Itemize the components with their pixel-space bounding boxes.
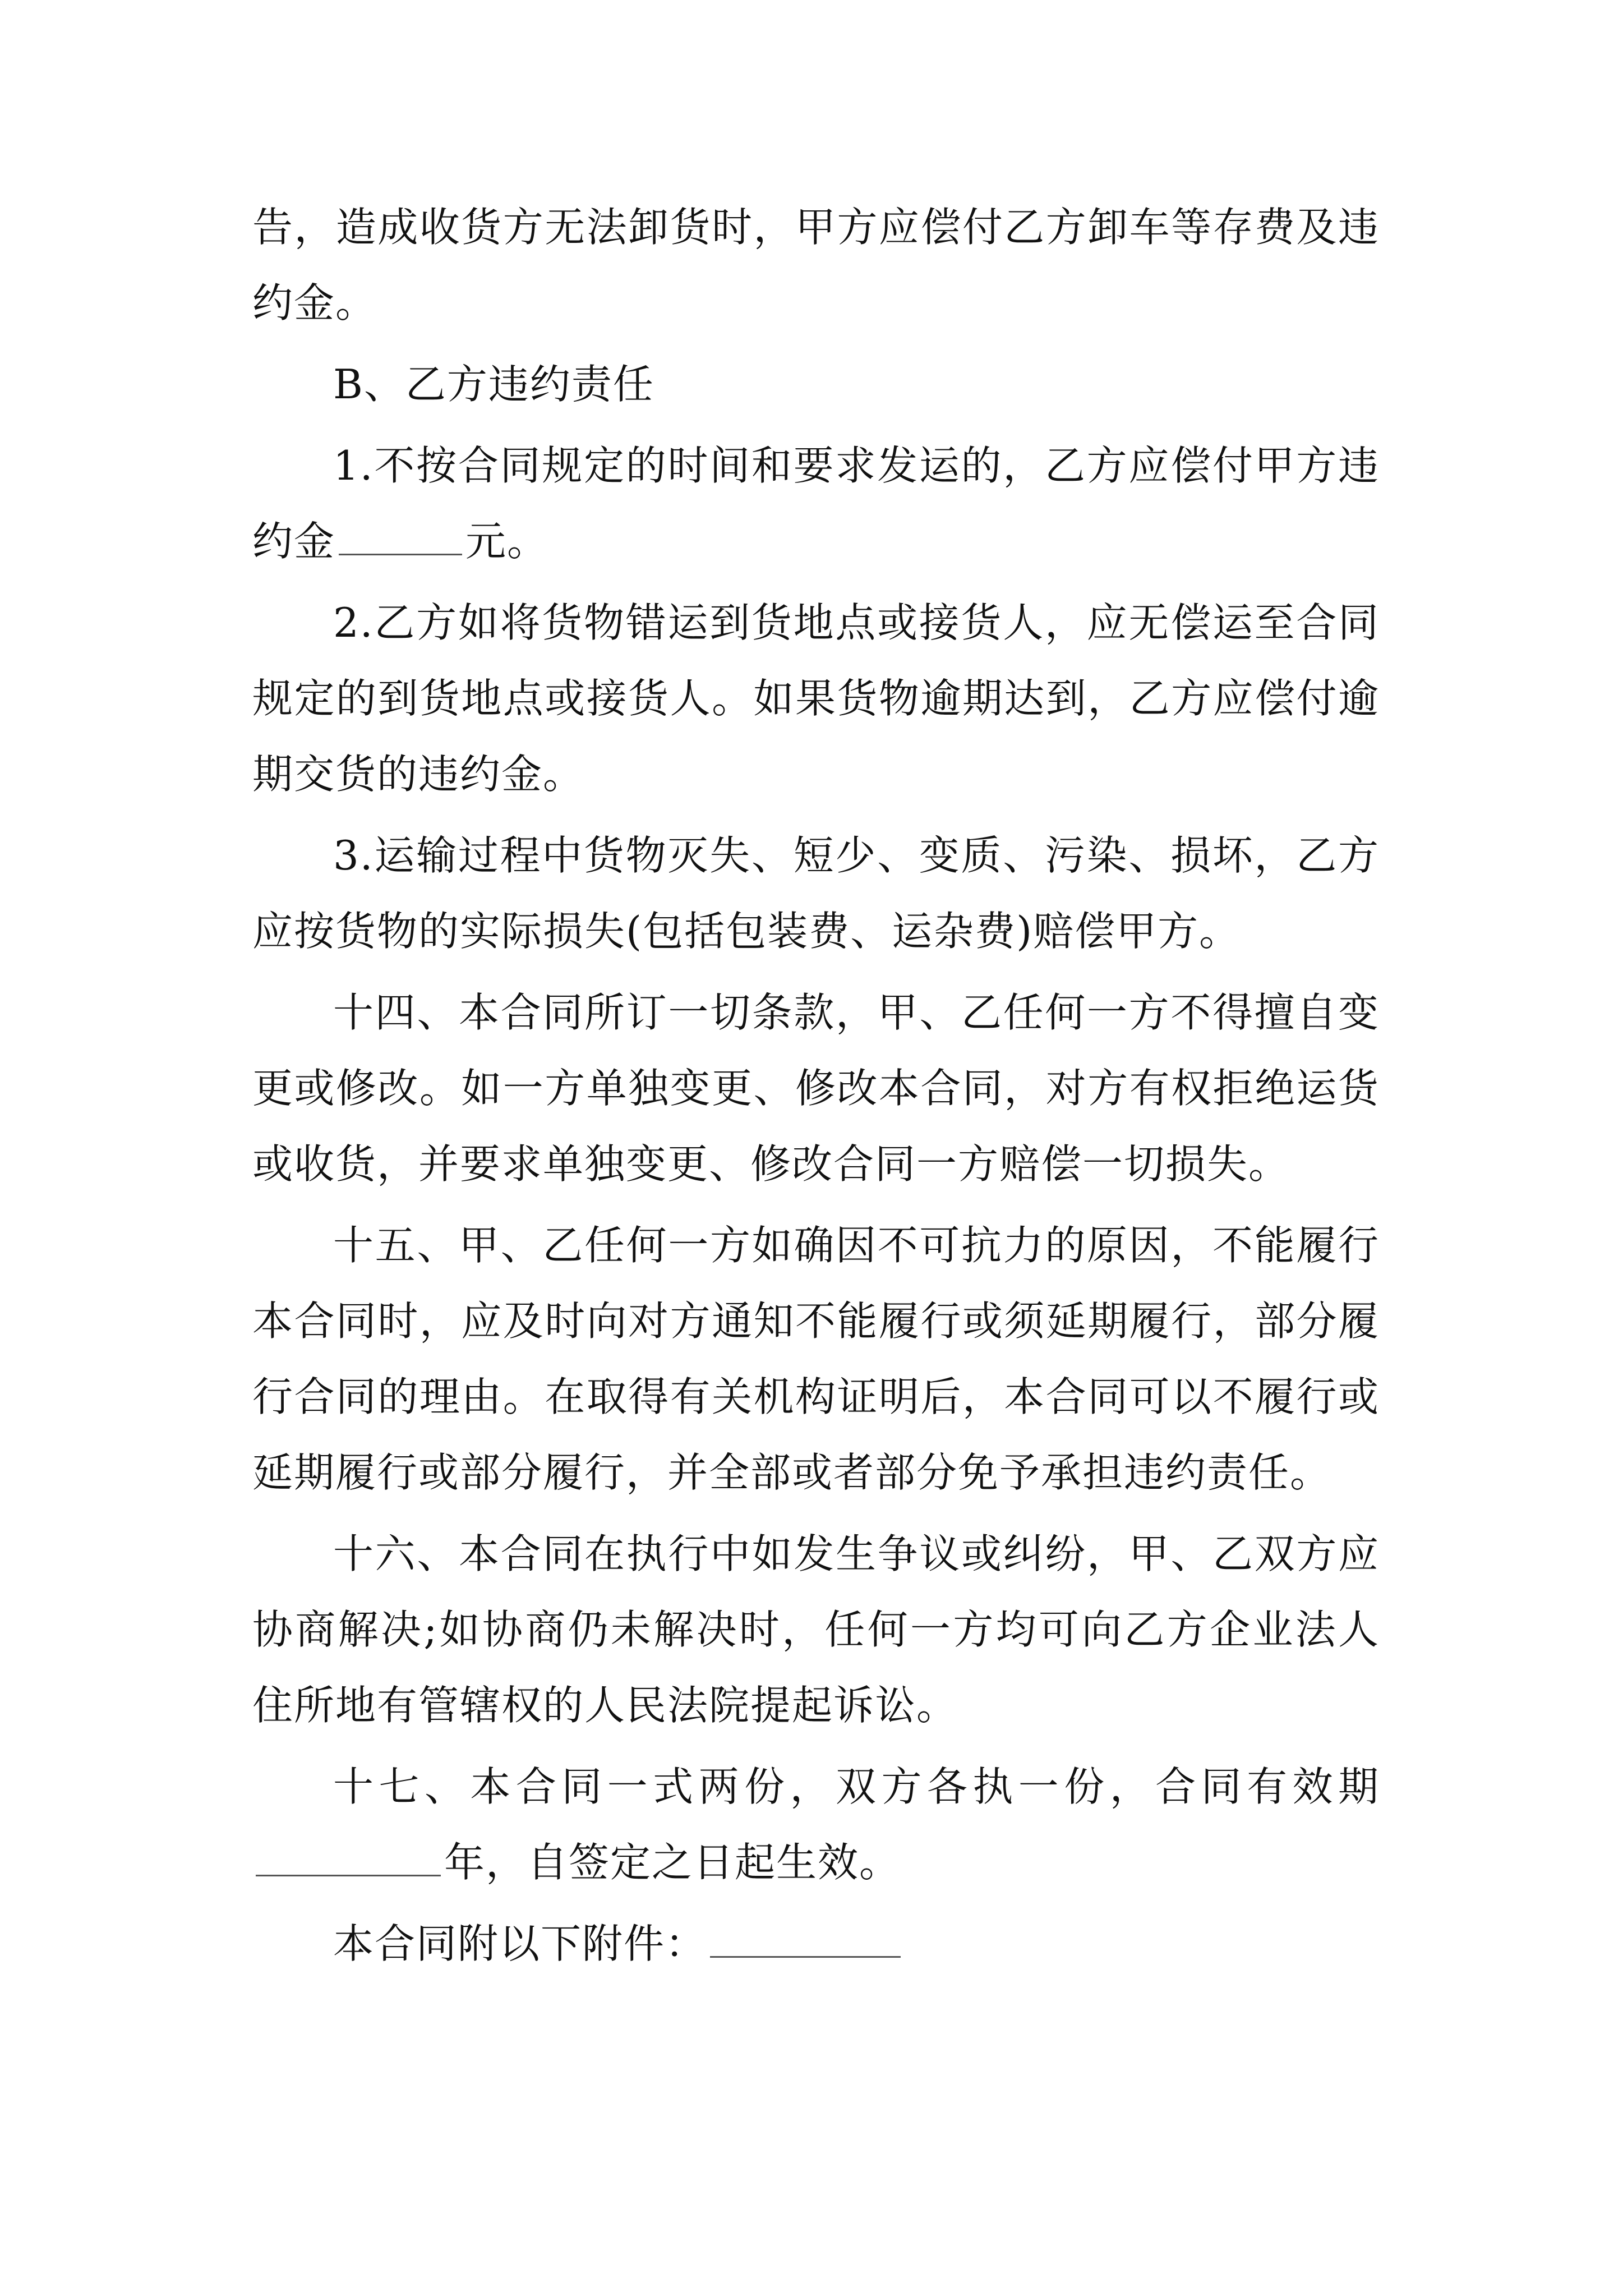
paragraph-attachments xyxy=(252,1906,1380,1982)
paragraph-party-b-1-unit: 元。 xyxy=(465,518,549,565)
paragraph-clause-17-end: 年，自签定之日起生效。 xyxy=(444,1839,901,1886)
paragraph-clause-17 xyxy=(252,1749,1380,1901)
paragraph-continuation: 告，造成收货方无法卸货时，甲方应偿付乙方卸车等存费及违约金。 xyxy=(252,204,1380,326)
paragraph-clause-15: 十五、甲、乙任何一方如确因不可抗力的原因，不能履行本合同时，应及时向对方通知不能履行或须延期履行，部分履行合同的理由。在取得有关机构证明后，本合同可以不履行或延期履行或部分履行，并全部或者部分免予承担违约责任。 xyxy=(252,1222,1380,1496)
paragraph-party-b-3: 3.运输过程中货物灭失、短少、变质、污染、损坏，乙方应按货物的实际损失(包括包装费、运杂费)赔偿甲方。 xyxy=(252,832,1380,955)
paragraph-party-b-2: 2.乙方如将货物错运到货地点或接货人，应无偿运至合同规定的到货地点或接货人。如果货物逾期达到，乙方应偿付逾期交货的违约金。 xyxy=(252,599,1380,798)
paragraph-clause-16: 十六、本合同在执行中如发生争议或纠纷，甲、乙双方应协商解决;如协商仍未解决时，任何一方均可向乙方企业法人住所地有管辖权的人民法院提起诉讼。 xyxy=(252,1530,1380,1729)
paragraph-party-b-title: B、乙方违约责任 xyxy=(333,361,654,408)
paragraph-clause-17-text: 十七、本合同一式两份，双方各执一份，合同有效期 xyxy=(333,1763,1380,1810)
penalty-amount-blank xyxy=(339,509,462,555)
attachments-blank xyxy=(710,1911,901,1958)
paragraph-party-b-1-text: 1.不按合同规定的时间和要求发运的，乙方应偿付甲方违约金 xyxy=(252,442,1380,565)
paragraph-clause-14: 十四、本合同所订一切条款，甲、乙任何一方不得擅自变更或修改。如一方单独变更、修改本合同，对方有权拒绝运货或收货，并要求单独变更、修改合同一方赔偿一切损失。 xyxy=(252,989,1380,1188)
paragraph-party-b-1 xyxy=(252,428,1380,579)
validity-years-blank xyxy=(256,1830,441,1876)
paragraph-attachments-text: 本合同附以下附件： xyxy=(333,1920,707,1967)
document-page xyxy=(252,190,1380,1987)
